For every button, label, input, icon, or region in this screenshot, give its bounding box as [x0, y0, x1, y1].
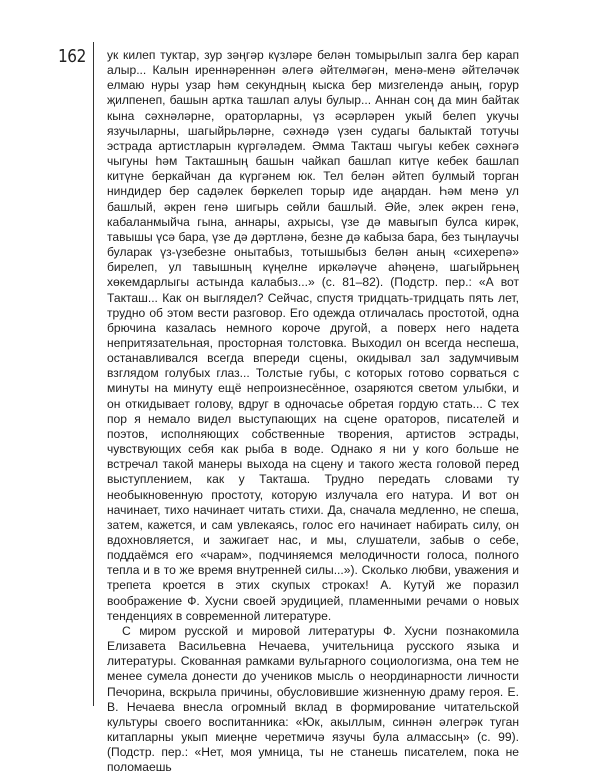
margin-rule [93, 42, 94, 706]
paragraph: ук килеп туктар, зур зәңгәр күзләре белән томырылып залга бер карап алыр... Калын иреннәреннән әлегә әйтелмәгән, менә-менә әйтеләчәк елмаю нуры узар һәм секундның кыска бер мизгелендә аның, горур җилпенеп, башын артка ташлап алуы булыр... Аннан соң да мин байтак кына сәхнәләрне, ораторларны, үз әсәрләрен укый белеп укучы язучыларны, шагыйрьләрне, сәхнәдә үзен судагы балыктай тотучы эстрада артистларын күргәләдем. Әмма Такташ чыгуы кебек сәхнәгә чыгуны һәм Такташның башын чайкап башлап китүе кебек башлап китүне беркайчан да күргәнем юк. Тел белән әйтеп булмый торган ниндидер бер садәлек бөркелеп торыр иде аңардан. Һәм менә ул башлый, әкрен генә шигырь сөйли башлый. Әйе, элек әкрен генә, кабаланмыйча гына, аннары, ахрысы, үзе дә мавыгып булса кирәк, тавышы үсә бара, үзе дә дәртләнә, безне дә кабыза бара, без тыңлаучы буларак үз-үзебезне онытабыз, тотышыбыз белән аның «сихерenә» бирелеп, ул тавышның күңелне иркәләүче аһәңенә, шагыйрьнең хөкемдарлыгы астында калабыз...» (с. 81–82). (Подстр. пер.: «А вот Такташ... Как он выглядел? Сейчас, спустя тридцать-тридцать пять лет, трудно об этом вести разговор. Его одежда отличалась простотой, одна брючина казалась немного короче другой, а поверх него надета непритязательная, просторная толстовка. Выходил он всегда неспеша, останавливался всегда впереди сцены, окидывал зал задумчивым взглядом голубых глаз... Толстые губы, с которых готово сорваться с минуты на минуту ещё непроизнесённое, озаряются светом улыбки, и он откидывает голову, вдруг в одночасье обретая гордую стать... С тех пор я немало видел выступающих на сцене ораторов, писателей и поэтов, исполняющих собственные творения, артистов эстрады, чувствующих себя как рыба в воде. Однако я ни у кого больше не встречал такой манеры выхода на сцену и такого жеста головой перед выступлением, как у Такташа. Трудно передать словами ту необыкновенную простоту, которую излучала его натура. И вот он начинает, тихо начинает читать стихи. Да, сначала медленно, не спеша, затем, кажется, и сам увлекаясь, голос его начинает набирать силу, он вдохновляется, и зажигает нас, и мы, слушатели, забыв о себе, поддаёмся его «чарам», подчиняемся мелодичности голоса, полного тепла и в то же время внутренней силы...»). Сколько любви, уважения и трепета кроется в этих скупых строках! А. Кутуй же поразил воображение Ф. Хусни своей эрудицией, пламенными речами о новых тенденциях в современной литературе. [107, 48, 519, 623]
page-number: 162 [58, 46, 86, 67]
body-text [107, 48, 519, 776]
paragraph: С миром русской и мировой литературы Ф. Хусни познакомила Елизавета Васильевна Нечаева, учительница русского языка и литературы. Скованная рамками вульгарного социологизма, она тем не менее сумела донести до учеников мысль о неординарности личности Печорина, вскрыла причины, обусловившие жизненную драму героя. Е. В. Нечаева внесла огромный вклад в формирование читательской культуры своего воспитанника: «Юк, акыллым, синнән әлегрәк туган китапларны укып миеңне черетмичә язучы була алмассың» (с. 99). (Подстр. пер.: «Нет, моя умница, ты не станешь писателем, пока не поломаешь [107, 623, 519, 775]
